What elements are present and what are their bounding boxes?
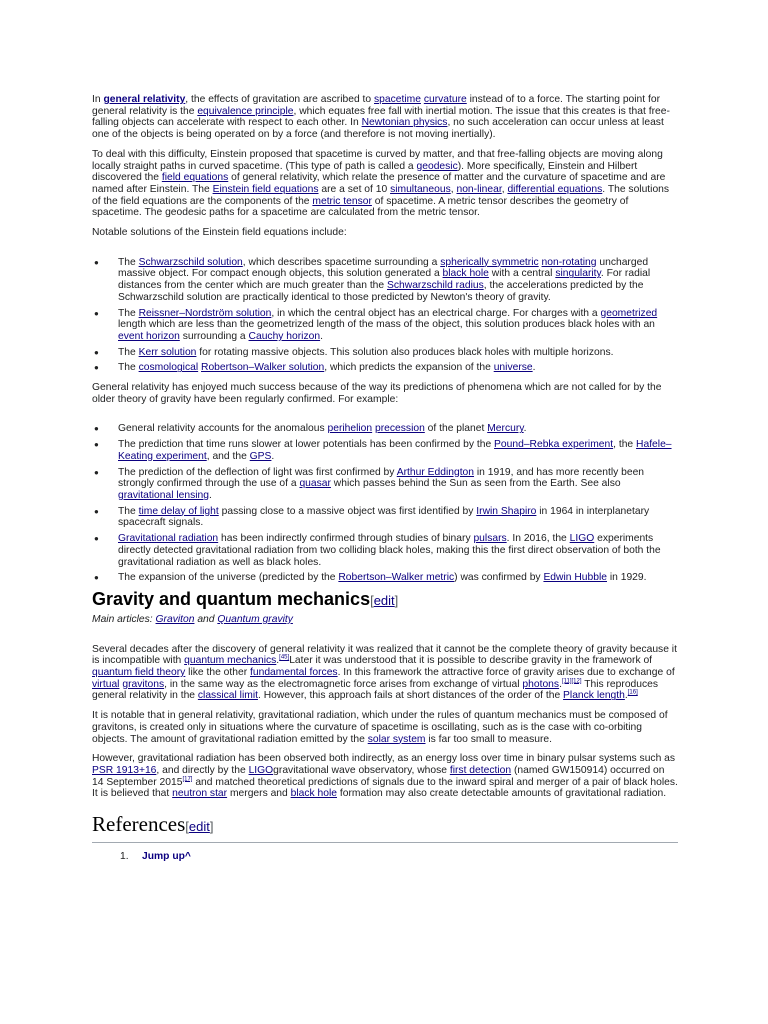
citation-superscript [562, 678, 582, 684]
text-run: surrounding a [179, 330, 249, 342]
wiki-link[interactable]: Hafele–Keating experiment [118, 439, 672, 462]
text-run: , [501, 183, 508, 195]
wiki-link[interactable]: Graviton [155, 613, 195, 625]
list-notable-solutions [92, 257, 678, 374]
wiki-link[interactable]: Newtonian physics [361, 117, 448, 129]
wiki-link[interactable]: black hole [442, 268, 489, 280]
text-run: However, gravitational radiation has been observed both indirectly, as an energy loss over time in binary pulsar systems such as [92, 753, 676, 765]
references-divider [92, 842, 678, 843]
wiki-link[interactable]: fundamental forces [250, 667, 338, 679]
list-item [92, 506, 678, 529]
references-list [92, 851, 678, 863]
text-run: , [450, 183, 457, 195]
paragraph-quantum-incompatibility [92, 644, 678, 703]
text-run: is far too small to measure. [425, 733, 552, 745]
text-run: passing close to a massive object was first identified by [218, 505, 477, 517]
wiki-link[interactable]: time delay of light [138, 505, 219, 517]
text-run: for rotating massive objects. This solution also produces black holes with multiple horizons. [196, 346, 614, 358]
citation-link[interactable]: [17] [182, 776, 193, 783]
hatnote-main-articles [92, 614, 678, 626]
text-run: , which equates free fall with inertial motion. The issue that this creates is that free-falling objects can accelerate with respect to each other. In [92, 105, 670, 129]
wiki-link[interactable]: quasar [299, 478, 331, 490]
wiki-link[interactable]: virtual [92, 678, 120, 690]
jump-up-link[interactable]: Jump up^ [142, 851, 191, 863]
list-confirmations [92, 423, 678, 583]
text-run: uncharged massive object. For compact enough objects, this solution generated a [118, 256, 649, 280]
wiki-link[interactable]: Cauchy horizon [248, 330, 321, 342]
text-run: in 1964 in interplanetary spacecraft signals. [118, 505, 650, 529]
list-item [92, 257, 678, 304]
wiki-link[interactable]: singularity [555, 268, 601, 280]
list-item [92, 572, 678, 584]
text-run: and [194, 613, 218, 625]
text-run: . [523, 423, 527, 435]
text-run: Several decades after the discovery of general relativity it was realized that it cannot be the complete theory of gravity because it is incompatible with [92, 643, 677, 667]
wiki-link[interactable]: general relativity [103, 94, 186, 105]
text-run: General relativity has enjoyed much success because of the way its predictions of phenomena which are not called for by the older theory of gravity have been regularly confirmed. For example: [92, 382, 662, 405]
wiki-link[interactable]: differential equations [507, 183, 603, 195]
text-run: are a set of 10 [318, 183, 391, 195]
text-run: . [532, 362, 536, 374]
list-item [92, 439, 678, 462]
reference-number: 1. [120, 851, 129, 863]
edit-section-gravity: [edit] [370, 592, 399, 608]
text-run: , the [613, 439, 637, 451]
wiki-link[interactable]: perihelion [327, 423, 373, 435]
wiki-link[interactable]: universe [493, 362, 533, 374]
wiki-link[interactable]: geometrized [600, 307, 658, 319]
list-item [92, 423, 678, 435]
wiki-link[interactable]: gravitons [122, 678, 165, 690]
text-run: . [209, 489, 212, 501]
text-run: formation may also create detectable amounts of gravitational radiation. [337, 788, 667, 800]
text-run: , in which the central object has an electrical charge. For charges with a [271, 307, 601, 319]
text-run: The [118, 362, 139, 374]
wiki-link[interactable]: first detection [449, 764, 512, 776]
text-run: It is notable that in general relativity, gravitational radiation, which under the rules of quantum mechanics must be composed of gravitons, is created only in situations where the curvature of spacetime is oscillating, such as is the case with co-orbiting objects. The amount of gravitational radiation emitted by the [92, 710, 668, 745]
text-run: Notable solutions of the Einstein field equations include: [92, 227, 347, 239]
text-run: To deal with this difficulty, Einstein proposed that spacetime is curved by matter, and that free-falling objects are moving along locally straight paths in curved spacetime. (This type of path is called a [92, 148, 663, 172]
wiki-link[interactable]: Irwin Shapiro [476, 505, 537, 517]
text-run: like the other [185, 667, 250, 679]
wiki-link[interactable]: Einstein field equations [212, 183, 319, 195]
text-run: has been indirectly confirmed through studies of binary [218, 533, 474, 545]
wiki-link[interactable]: Mercury [487, 423, 524, 435]
wiki-link[interactable]: cosmological [138, 362, 199, 374]
text-run: in 1929. [606, 572, 647, 584]
wiki-link[interactable]: Robertson–Walker metric [338, 572, 455, 584]
citation-superscript [182, 776, 192, 782]
wiki-link[interactable]: Gravitational radiation [118, 533, 219, 545]
citation-link[interactable]: [11][12] [561, 678, 582, 685]
wiki-link[interactable]: quantum mechanics [184, 655, 277, 667]
text-run: instead of to a force. The starting point for general relativity is the [92, 94, 661, 117]
text-run: gravitational wave observatory, whose [273, 764, 450, 776]
text-run: The [118, 346, 139, 358]
wiki-link[interactable]: curvature [423, 94, 467, 105]
text-run: and matched theoretical predictions of signals due to the inward spiral and merger of a pair of black holes. It is believed that [92, 776, 678, 800]
heading-gravity-quantum-title: Gravity and quantum mechanics [92, 588, 371, 609]
text-run: in 1919, and has more recently been strongly confirmed through the use of a [118, 466, 645, 490]
wiki-link[interactable]: field equations [161, 172, 229, 184]
text-run: . [271, 450, 275, 462]
edit-link-references[interactable]: edit [188, 819, 210, 835]
text-run: with a central [488, 268, 556, 280]
wiki-link[interactable]: spherically symmetric [440, 256, 539, 268]
text-run: The prediction of the deflection of light was first confirmed by [118, 466, 397, 478]
text-run: length which are less than the geometrized length of the mass of the object, this solution produces black holes with an [118, 319, 655, 331]
article-content [92, 94, 678, 863]
wiki-link[interactable]: simultaneous [390, 183, 451, 195]
wiki-link[interactable]: quantum field theory [92, 667, 186, 679]
wiki-link[interactable]: GPS [249, 450, 272, 462]
wiki-link[interactable]: Reissner–Nordström solution [138, 307, 272, 319]
text-run: Later it was understood that it is possible to describe gravity in the framework of [289, 655, 653, 667]
wiki-link[interactable]: geodesic [416, 160, 458, 172]
paragraph-general-relativity [92, 94, 678, 141]
wiki-link[interactable]: Kerr solution [138, 346, 197, 358]
paragraph-observation [92, 753, 678, 800]
text-run: . [320, 330, 323, 342]
text-run: In [92, 94, 104, 105]
text-run: The [118, 505, 139, 517]
edit-link-gravity[interactable]: edit [373, 592, 395, 608]
text-run: . [276, 655, 280, 667]
text-run: , which predicts the expansion of the [324, 362, 494, 374]
text-run: . [559, 678, 562, 690]
wiki-link[interactable]: LIGO [248, 764, 274, 776]
reference-item [92, 851, 678, 863]
wiki-link[interactable]: non-linear [456, 183, 502, 195]
wiki-link[interactable]: LIGO [569, 533, 595, 545]
heading-references-title: References [92, 812, 186, 837]
text-run: (named GW150914) occurred on 14 September 2015 [92, 764, 665, 788]
wiki-link[interactable]: pulsars [473, 533, 507, 545]
wiki-link[interactable]: black hole [290, 788, 337, 800]
text-run: . In 2016, the [506, 533, 570, 545]
list-item [92, 467, 678, 502]
paragraph-success [92, 382, 678, 405]
wiki-link[interactable]: non-rotating [541, 256, 597, 268]
paragraph-gravitational-radiation [92, 710, 678, 745]
wiki-link[interactable]: Schwarzschild radius [387, 280, 484, 292]
wiki-link[interactable]: PSR 1913+16 [92, 764, 157, 776]
text-run: . However, this approach fails at short distances of the order of the [257, 690, 564, 702]
text-run: , and directly by the [156, 764, 249, 776]
text-run: Main articles: [92, 613, 156, 625]
citation-link[interactable]: [45] [279, 654, 290, 661]
text-run: , the effects of gravitation are ascribed to [185, 94, 374, 105]
wiki-link[interactable]: Robertson–Walker solution [201, 362, 325, 374]
text-run: . For radial distances from the center which are much greater than the [118, 268, 651, 292]
text-run: , and the [206, 450, 250, 462]
wiki-link[interactable]: Schwarzschild solution [138, 256, 243, 268]
wiki-link[interactable]: precession [375, 423, 425, 435]
wiki-link[interactable]: metric tensor [312, 195, 372, 207]
text-run: , which describes spacetime surrounding a [242, 256, 441, 268]
text-run: experiments directly detected gravitational radiation from two colliding black holes, making this the first direct observation of both the gravitational radiation as well as black holes. [118, 533, 661, 568]
wiki-link[interactable]: classical limit [197, 690, 258, 702]
wiki-link[interactable]: Quantum gravity [217, 613, 293, 625]
text-run: ) was confirmed by [454, 572, 544, 584]
wiki-link[interactable]: event horizon [118, 330, 180, 342]
list-item [92, 347, 678, 359]
text-run: The [118, 307, 139, 319]
text-run: The [118, 256, 139, 268]
edit-section-references: [edit] [185, 819, 214, 835]
citation-link[interactable]: [16] [627, 690, 638, 696]
text-run: , the accelerations predicted by the Schwarzschild solution are practically identical to those predicted by Newton's theory of gravity. [118, 280, 644, 303]
text-run: . In this framework the attractive force of gravity arises due to exchange of [337, 667, 675, 679]
text-run: , no such acceleration can occur unless at least one of the objects is being operated on by a force (and therefore is not moving inertially). [92, 117, 664, 141]
text-run: ). More specifically, Einstein and Hilbert discovered the [92, 160, 638, 184]
text-run: This reproduces general relativity in the [92, 678, 659, 702]
text-run: , in the same way as the electromagnetic force arises from exchange of virtual [164, 678, 523, 690]
heading-gravity-quantum [92, 588, 678, 612]
wiki-link[interactable]: neutron star [172, 788, 228, 800]
list-item [92, 533, 678, 568]
wiki-link[interactable]: Arthur Eddington [396, 466, 475, 478]
paragraph-field-equations [92, 149, 678, 219]
wiki-link[interactable]: spacetime [374, 94, 421, 105]
wiki-link[interactable]: Pound–Rebka experiment [494, 439, 614, 451]
text-run: of the planet [424, 423, 488, 435]
citation-superscript [628, 690, 638, 696]
text-run: mergers and [227, 788, 291, 800]
text-run: . The solutions of the field equations are the components of the [92, 183, 670, 207]
list-item [92, 362, 678, 374]
wiki-link[interactable]: photons [522, 678, 560, 690]
text-run: of spacetime. A metric tensor describes the geometry of spacetime. The geodesic paths for a spacetime are calculated from the metric tensor. [92, 195, 629, 219]
paragraph-notable-solutions [92, 227, 678, 239]
text-run: which passes behind the Sun as seen from the Earth. See also [330, 478, 621, 490]
text-run: of general relativity, which relate the presence of matter and the curvature of spacetime and are named after Einstein. The [92, 172, 666, 195]
text-run: The prediction that time runs slower at lower potentials has been confirmed by the [118, 439, 495, 451]
wiki-link[interactable]: equivalence principle [197, 105, 294, 117]
wiki-link[interactable]: gravitational lensing [118, 489, 210, 501]
text-run: . [624, 690, 628, 702]
wiki-link[interactable]: Planck length [563, 690, 625, 702]
text-run: General relativity accounts for the anomalous [118, 423, 328, 435]
list-item [92, 308, 678, 343]
heading-references [92, 812, 678, 839]
wiki-link[interactable]: Edwin Hubble [543, 572, 607, 584]
text-run: The expansion of the universe (predicted by the [118, 572, 339, 584]
wiki-link[interactable]: solar system [367, 733, 426, 745]
citation-superscript [279, 655, 289, 661]
